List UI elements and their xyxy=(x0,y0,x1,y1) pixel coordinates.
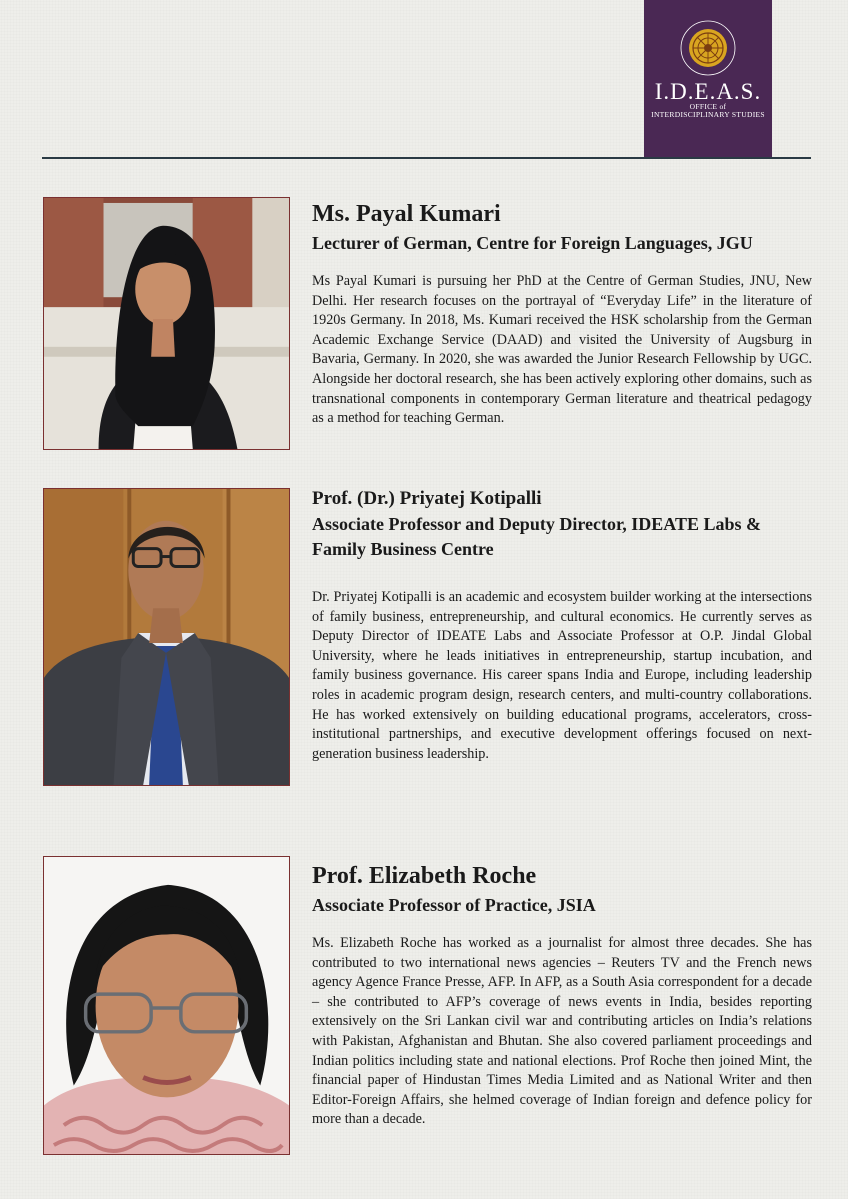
profile-priyatej-kotipalli xyxy=(312,486,812,764)
photo-elizabeth-roche xyxy=(43,856,290,1155)
profile-name: Prof. Elizabeth Roche xyxy=(312,863,537,889)
header-divider xyxy=(42,157,811,159)
profile-bio: Ms. Elizabeth Roche has worked as a journalist for almost three decades. She has contributed to two international news agencies – Reuters TV and the French news agency Agence France Presse, AFP. In AFP, as a South Asia correspondent for a decade – she contributed to AFP’s coverage of news events in India, besides reporting extensively on the Sri Lankan civil war and contributing articles on India’s relations with Pakistan, Afghanistan and Bhutan. She also covered parliament proceedings and Indian politics including state and national elections. Prof Roche then joined Mint, the financial paper of Hindustan Times Media Limited and as National Writer and then Editor-Foreign Affairs, she helmed coverage of Indian foreign and defence policy for more than a decade. xyxy=(312,935,812,1128)
profile-role: Lecturer of German, Centre for Foreign Languages, JGU xyxy=(312,233,753,253)
ideas-logo xyxy=(644,0,772,158)
profile-bio: Ms Payal Kumari is pursuing her PhD at the Centre of German Studies, JNU, New Delhi. Her research focuses on the portrayal of “Everyday Life” in the literature of 1920s Germany. In 2018, Ms. Kumari received the HSK scholarship from the German Academic Exchange Service (DAAD) and visited the University of Augsburg in Bavaria, Germany. In 2020, she was awarded the Junior Research Fellowship by UGC. Alongside her doctoral research, she has been actively exploring other domains, such as transnational components in contemporary German literature and theatrical pedagogy as a method for teaching German. xyxy=(312,273,812,427)
profile-payal-kumari xyxy=(312,200,812,429)
ideas-seal-icon xyxy=(680,20,736,76)
profile-name: Ms. Payal Kumari xyxy=(312,201,501,227)
profile-role: Associate Professor of Practice, JSIA xyxy=(312,895,596,915)
profile-elizabeth-roche xyxy=(312,862,812,1130)
logo-subtitle-1: OFFICE of xyxy=(689,102,727,111)
logo-subtitle-2: INTERDISCIPLINARY STUDIES xyxy=(651,110,765,119)
profile-name: Prof. (Dr.) Priyatej Kotipalli xyxy=(312,488,542,509)
profile-role: Associate Professor and Deputy Director, IDEATE Labs & Family Business Centre xyxy=(312,514,761,559)
photo-priyatej-kotipalli xyxy=(43,488,290,786)
photo-payal-kumari xyxy=(43,197,290,450)
profile-bio: Dr. Priyatej Kotipalli is an academic and ecosystem builder working at the intersections of family business, entrepreneurship, and cultural economics. He currently serves as Deputy Director of IDEATE Labs and Associate Professor at O.P. Jindal Global University, where he leads initiatives in entrepreneurship, startup incubation, and family business governance. His career spans India and Europe, including leadership roles in academic program design, research centers, and multi-country collaborations. He has worked extensively on building educational programs, accelerators, cross-institutional partnerships, and executive development offerings focused on next-generation business leadership. xyxy=(312,589,812,762)
logo-brand: I.D.E.A.S. xyxy=(654,79,762,104)
